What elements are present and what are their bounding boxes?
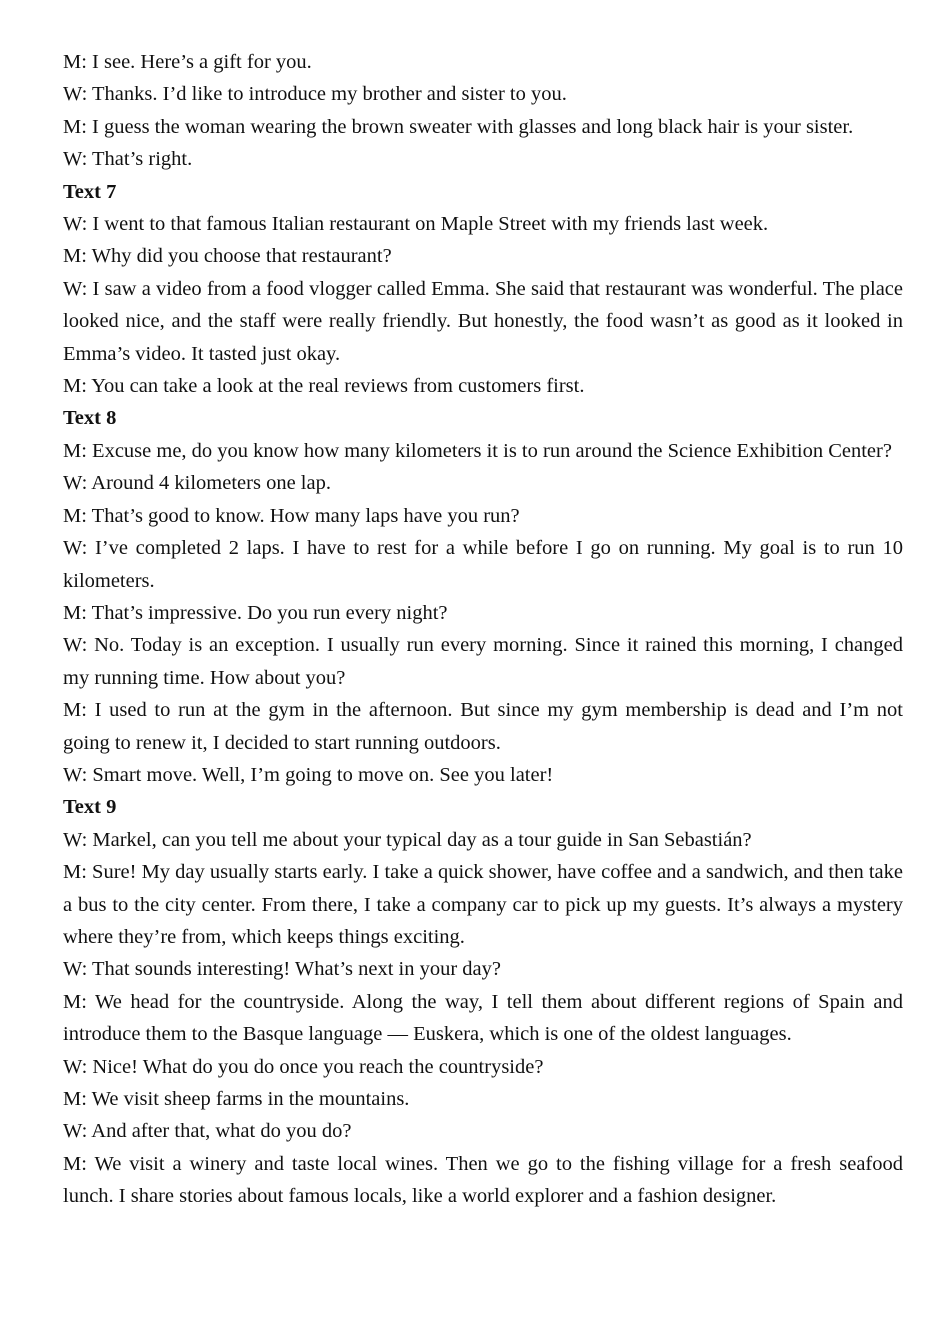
- dialogue-line: M: I see. Here’s a gift for you.: [63, 51, 312, 73]
- dialogue-line: W: Markel, can you tell me about your typical day as a tour guide in San Sebastián?: [63, 828, 752, 851]
- dialogue-line: M: Why did you choose that restaurant?: [63, 245, 392, 268]
- dialogue-line: W: I’ve completed 2 laps. I have to rest for a while before I go on running. My goal is to run 10 kilometers.: [63, 537, 903, 592]
- dialogue-line: M: Sure! My day usually starts early. I take a quick shower, have coffee and a sandwich, and then take a bus to the city center. From there, I take a company car to pick up my guests. It’s always a mystery where they’re from, which keeps things exciting.: [63, 861, 903, 948]
- dialogue-line: W: Nice! What do you do once you reach the countryside?: [63, 1055, 544, 1078]
- section-heading-text-9: Text 9: [63, 796, 117, 819]
- dialogue-line: M: You can take a look at the real reviews from customers first.: [63, 375, 585, 398]
- document-page: [63, 46, 903, 1213]
- dialogue-line: W: Thanks. I’d like to introduce my brother and sister to you.: [63, 83, 567, 106]
- dialogue-line: M: We visit a winery and taste local wines. Then we go to the fishing village for a fresh seafood lunch. I share stories about famous locals, like a world explorer and a fashion designer.: [63, 1152, 903, 1208]
- dialogue-line: W: That’s right.: [63, 148, 193, 171]
- dialogue-line: W: I went to that famous Italian restaurant on Maple Street with my friends last week.: [63, 213, 769, 236]
- dialogue-line: W: No. Today is an exception. I usually run every morning. Since it rained this morning, I changed my running time. How about you?: [63, 634, 903, 689]
- dialogue-line: W: And after that, what do you do?: [63, 1120, 352, 1143]
- dialogue-line: M: I guess the woman wearing the brown sweater with glasses and long black hair is your sister.: [63, 115, 854, 138]
- dialogue-line: M: We visit sheep farms in the mountains.: [63, 1088, 410, 1110]
- dialogue-line: M: That’s good to know. How many laps have you run?: [63, 504, 520, 527]
- section-heading-text-8: Text 8: [63, 407, 117, 430]
- dialogue-line: M: That’s impressive. Do you run every night?: [63, 601, 448, 624]
- section-heading-text-7: Text 7: [63, 180, 117, 203]
- dialogue-line: M: Excuse me, do you know how many kilometers it is to run around the Science Exhibition Center?: [63, 439, 892, 462]
- dialogue-line: W: Smart move. Well, I’m going to move on. See you later!: [63, 763, 554, 786]
- dialogue-line: M: We head for the countryside. Along the way, I tell them about different regions of Spain and introduce them to the Basque language — Euskera, which is one of the oldest languages.: [63, 990, 903, 1046]
- dialogue-line: M: I used to run at the gym in the afternoon. But since my gym membership is dead and I’m not going to renew it, I decided to start running outdoors.: [63, 699, 903, 754]
- dialogue-line: W: I saw a video from a food vlogger called Emma. She said that restaurant was wonderful. The place looked nice, and the staff were really friendly. But honestly, the food wasn’t as good as it looked in Emma’s video. It tasted just okay.: [63, 277, 903, 365]
- dialogue-line: W: Around 4 kilometers one lap.: [63, 472, 331, 495]
- dialogue-line: W: That sounds interesting! What’s next in your day?: [63, 958, 502, 981]
